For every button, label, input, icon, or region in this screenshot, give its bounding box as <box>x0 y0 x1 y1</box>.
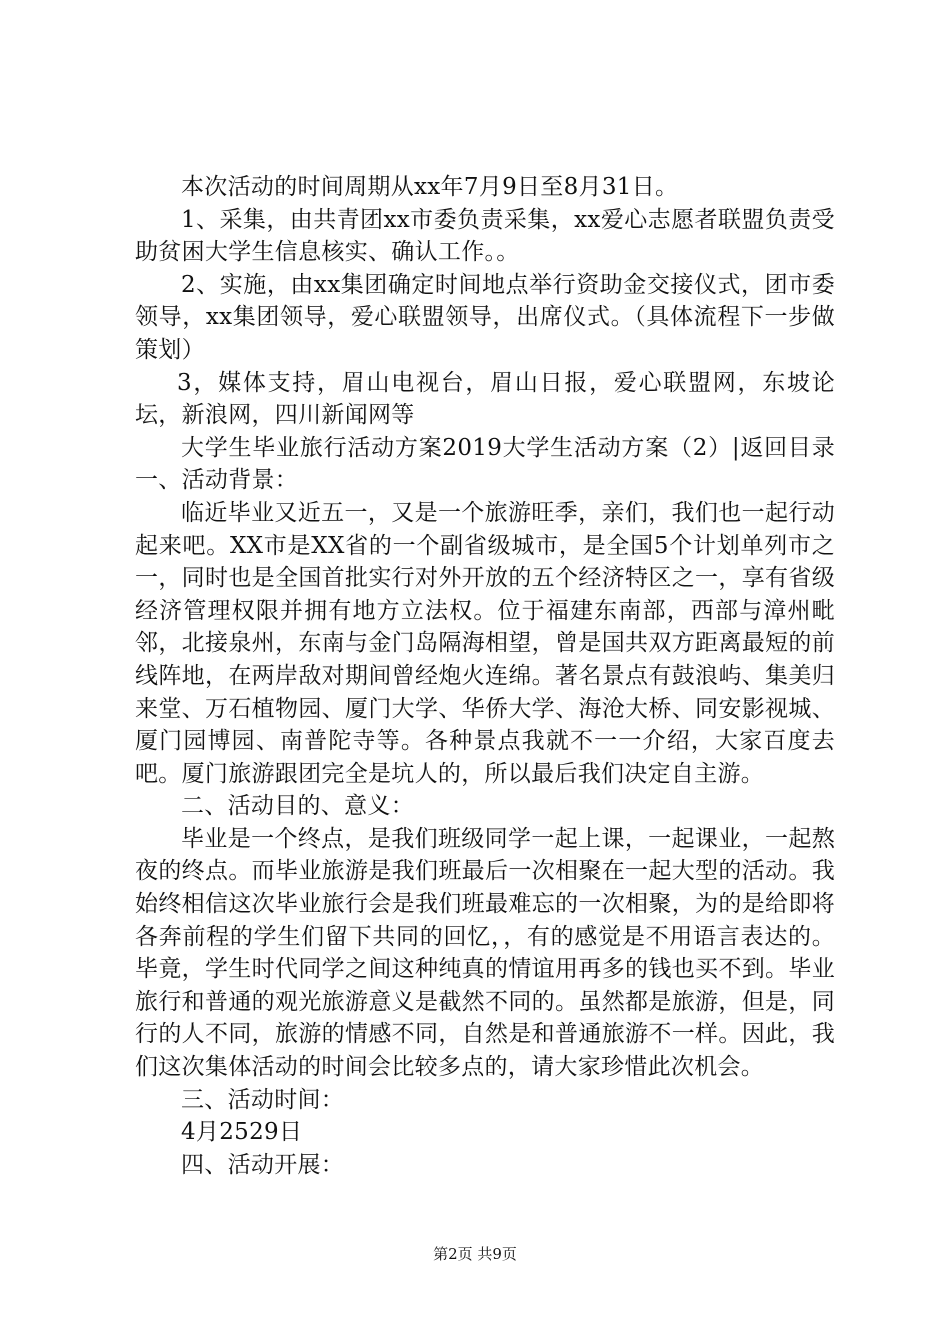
heading-activity-development: 四、活动开展： <box>181 1151 345 1178</box>
paragraph-activity-period: 本次活动的时间周期从xx年7月9日至8月31日。 <box>181 174 679 200</box>
paragraph-media-support: 3，媒体支持，眉山电视台，眉山日报，爱心联盟网，东坡论坛，新浪网，四川新闻网等 <box>135 369 835 429</box>
paragraph-implementation: 2、实施，由xx集团确定时间地点举行资助金交接仪式，团市委领导，xx集团领导，爱心联盟领导，出席仪式。（具体流程下一步做策划） <box>135 271 835 363</box>
paragraph-section-title: 大学生毕业旅行活动方案2019大学生活动方案（2）|返回目录一、活动背景： <box>135 434 835 494</box>
paragraph-background: 临近毕业又近五一，又是一个旅游旺季，亲们，我们也一起行动起来吧。XX市是XX省的一个副省级城市，是全国5个计划单列市之一，同时也是全国首批实行对外开放的五个经济特区之一，享有省级经济管理权限并拥有地方立法权。位于福建东南部，西部与漳州毗邻，北接泉州，东南与金门岛隔海相望，曾是国共双方距离最短的前线阵地，在两岸敌对期间曾经炮火连绵。著名景点有鼓浪屿、集美归来堂、万石植物园、厦门大学、华侨大学、海沧大桥、同安影视城、厦门园博园、南普陀寺等。各种景点我就不一一介绍，大家百度去吧。厦门旅游跟团完全是坑人的，所以最后我们决定自主游。 <box>135 499 835 787</box>
paragraph-activity-date: 4月2529日 <box>181 1119 303 1146</box>
document-body <box>135 171 835 1181</box>
page-number-footer: 第2页 共9页 <box>433 1245 517 1263</box>
heading-purpose: 二、活动目的、意义： <box>181 793 414 820</box>
heading-activity-time: 三、活动时间： <box>181 1086 345 1113</box>
paragraph-collection: 1、采集，由共青团xx市委负责采集，xx爱心志愿者联盟负责受助贫困大学生信息核实、确认工作。。 <box>135 206 835 266</box>
paragraph-purpose: 毕业是一个终点，是我们班级同学一起上课，一起课业，一起熬夜的终点。而毕业旅游是我们班最后一次相聚在一起大型的活动。我始终相信这次毕业旅行会是我们班最难忘的一次相聚，为的是给即将各奔前程的学生们留下共同的回忆，，有的感觉是不用语言表达的。毕竟，学生时代同学之间这种纯真的情谊用再多的钱也买不到。毕业旅行和普通的观光旅游意义是截然不同的。虽然都是旅游，但是，同行的人不同，旅游的情感不同，自然是和普通旅游不一样。因此，我们这次集体活动的时间会比较多点的，请大家珍惜此次机会。 <box>135 825 835 1081</box>
